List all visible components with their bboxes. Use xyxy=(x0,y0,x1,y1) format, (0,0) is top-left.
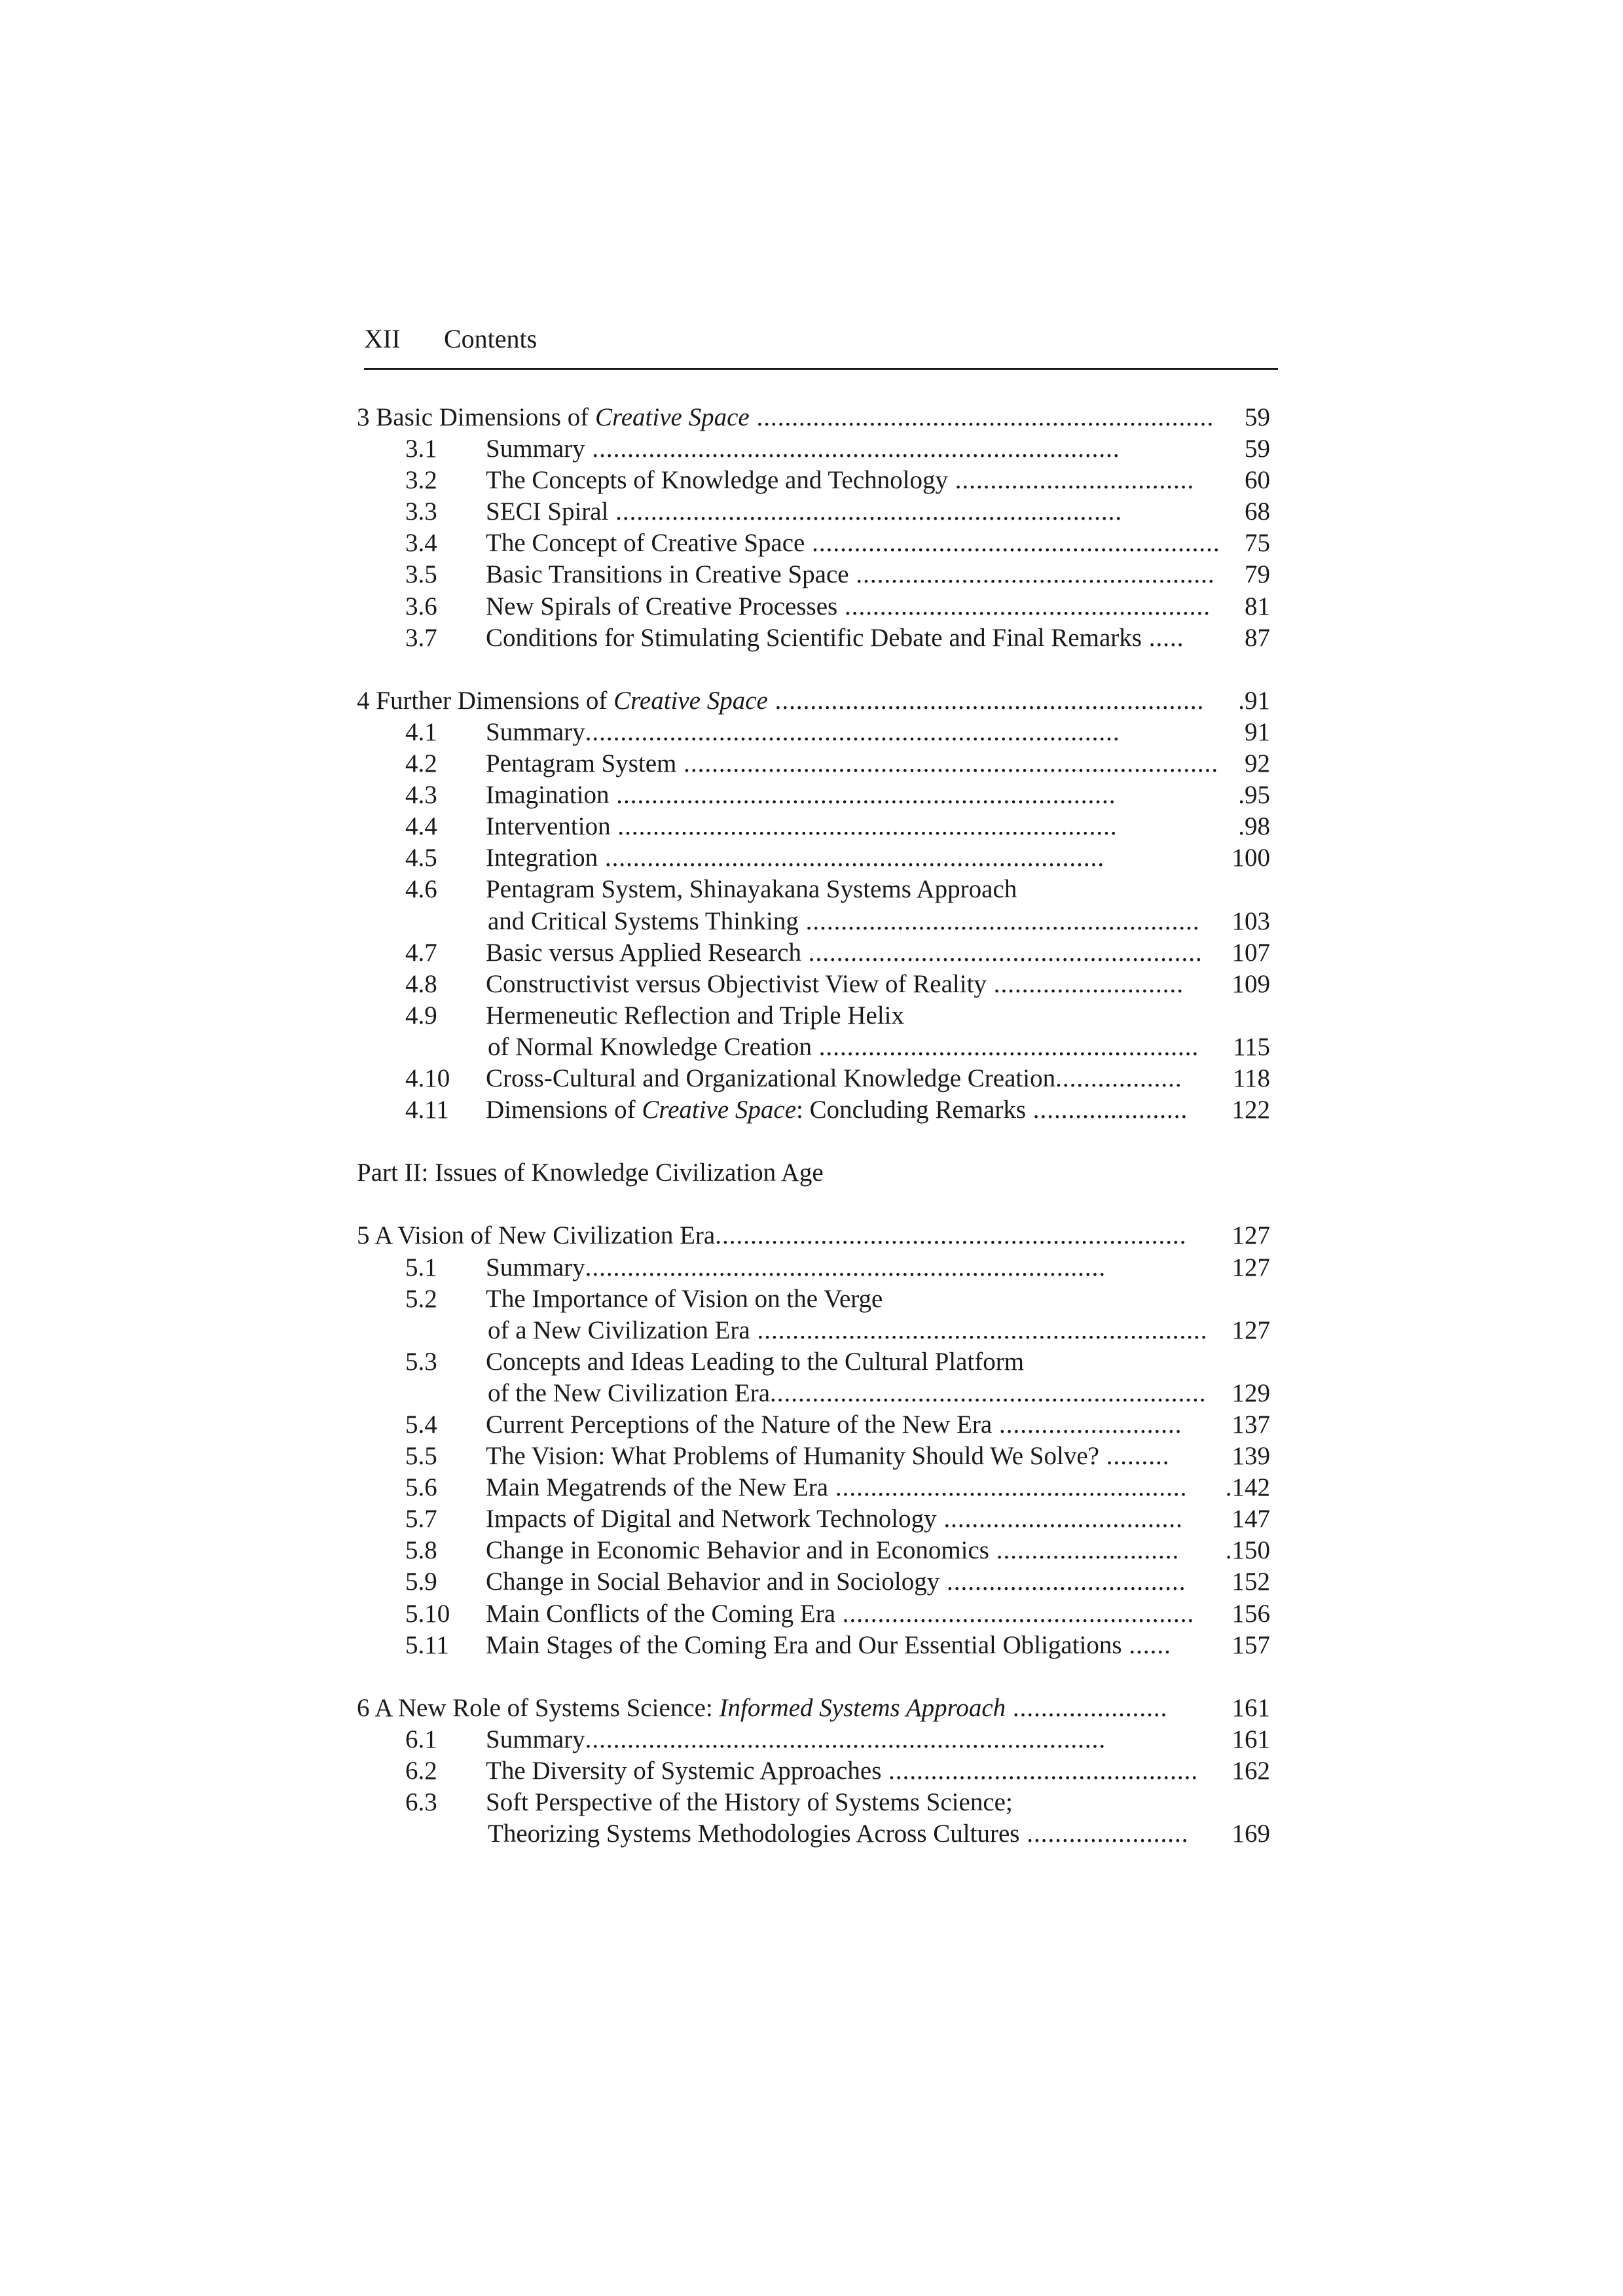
entry-title xyxy=(486,1755,1198,1787)
entry-title-text: Summary xyxy=(486,1253,585,1282)
toc-section-entry xyxy=(357,1409,1270,1441)
entry-title-text: Main Megatrends of the New Era xyxy=(486,1473,829,1502)
page-ref: 156 xyxy=(1231,1599,1270,1628)
dot-leader: .................................. xyxy=(939,1568,1186,1596)
entry-title-rest: : Concluding Remarks xyxy=(796,1096,1027,1124)
entry-title-text: of Normal Knowledge Creation xyxy=(488,1032,812,1061)
toc-chapter-entry xyxy=(357,1220,1270,1251)
entry-title xyxy=(486,1598,1194,1630)
section-number: 4.11 xyxy=(405,1096,449,1124)
toc-section-entry xyxy=(357,465,1270,496)
section-number: 3.4 xyxy=(405,529,437,558)
toc-entry-continuation xyxy=(357,1031,1270,1063)
entry-title xyxy=(486,1283,883,1315)
entry-title-text: The Concepts of Knowledge and Technology xyxy=(486,466,948,495)
dot-leader: ...................... xyxy=(1026,1096,1188,1124)
entry-title xyxy=(486,1252,1106,1283)
page-ref: 87 xyxy=(1245,623,1270,652)
entry-title xyxy=(486,1063,1182,1094)
page-ref: 59 xyxy=(1245,435,1270,463)
toc-spacer xyxy=(357,1661,1270,1693)
entry-title-text: Basic Transitions in Creative Space xyxy=(486,560,849,589)
toc-section-entry xyxy=(357,874,1270,905)
toc-section-entry xyxy=(357,622,1270,654)
page-ref: 122 xyxy=(1231,1096,1270,1124)
section-number: 5.5 xyxy=(405,1442,437,1471)
entry-title xyxy=(486,842,1104,874)
toc-section-entry xyxy=(357,717,1270,748)
entry-title-text: Change in Economic Behavior and in Economics xyxy=(486,1536,989,1565)
dot-leader: ................................................................... xyxy=(715,1221,1187,1250)
dot-leader: ............................................ xyxy=(881,1757,1199,1785)
dot-leader: ........................................................ xyxy=(798,906,1200,935)
entry-title-text: 6 A New Role of Systems Science: xyxy=(357,1693,720,1722)
section-number: 3.7 xyxy=(405,623,437,652)
toc-section-entry xyxy=(357,591,1270,622)
entry-title-text: The Vision: What Problems of Humanity Should We Solve? xyxy=(486,1442,1099,1471)
section-number: 6.3 xyxy=(405,1788,437,1817)
entry-title-text: Summary xyxy=(486,717,585,746)
section-number: 3.1 xyxy=(405,435,437,463)
dot-leader: ................................................................. xyxy=(749,403,1214,431)
entry-title-text: and Critical Systems Thinking xyxy=(488,906,799,935)
dot-leader: .................................................... xyxy=(837,592,1211,620)
entry-title xyxy=(486,1787,1013,1818)
section-number: 5.7 xyxy=(405,1505,437,1534)
entry-title-text: Main Stages of the Coming Era and Our Essential Obligations xyxy=(486,1630,1122,1659)
page-ref: 152 xyxy=(1231,1568,1270,1596)
page-ref: 92 xyxy=(1245,749,1270,778)
toc-section-entry xyxy=(357,1724,1270,1755)
entry-title-text: Pentagram System xyxy=(486,749,677,778)
dot-leader: ....................................................................... xyxy=(609,781,1116,810)
dot-leader: ............................................................................ xyxy=(585,717,1120,746)
toc-section-entry xyxy=(357,1535,1270,1566)
dot-leader: .......................... xyxy=(989,1536,1180,1565)
toc-section-entry xyxy=(357,433,1270,465)
dot-leader: .................................. xyxy=(947,466,1195,495)
toc-chapter-entry xyxy=(357,1693,1270,1724)
section-number: 3.5 xyxy=(405,560,437,589)
dot-leader: ...................................................... xyxy=(811,1032,1199,1061)
page-ref: 129 xyxy=(1231,1378,1270,1407)
section-number: 3.2 xyxy=(405,466,437,495)
toc-section-entry xyxy=(357,1063,1270,1094)
entry-title xyxy=(486,811,1118,842)
entry-title-text: Main Conflicts of the Coming Era xyxy=(486,1599,836,1628)
entry-title-text: Conditions for Stimulating Scientific Debate and Final Remarks xyxy=(486,623,1142,652)
dot-leader: ............................................................. xyxy=(767,686,1205,715)
entry-title-italic: Informed Systems Approach xyxy=(719,1693,1006,1722)
entry-title xyxy=(357,402,1214,433)
dot-leader: ....................... xyxy=(1019,1820,1189,1848)
page-ref: 147 xyxy=(1231,1505,1270,1534)
dot-leader: .................. xyxy=(1055,1064,1182,1092)
page-ref: 169 xyxy=(1231,1820,1270,1848)
entry-title-text: Soft Perspective of the History of Systems Science; xyxy=(486,1788,1013,1817)
dot-leader: .......................................................................... xyxy=(585,1725,1106,1753)
entry-title xyxy=(486,1346,1024,1378)
page-ref: 91 xyxy=(1245,717,1270,746)
dot-leader: .................................................. xyxy=(828,1473,1188,1502)
entry-title xyxy=(486,528,1220,559)
page-ref: 161 xyxy=(1231,1693,1270,1722)
toc-section-entry xyxy=(357,937,1270,969)
page-ref: 127 xyxy=(1231,1221,1270,1250)
page-ref: 60 xyxy=(1245,466,1270,495)
dot-leader: ................................................... xyxy=(848,560,1215,589)
entry-title-text: Cross-Cultural and Organizational Knowledge Creation xyxy=(486,1064,1056,1092)
page-ref: .142 xyxy=(1225,1473,1270,1502)
section-number: 4.5 xyxy=(405,844,437,872)
entry-title xyxy=(486,717,1120,748)
part-title: Part II: Issues of Knowledge Civilization Age xyxy=(357,1158,824,1187)
entry-title xyxy=(486,1472,1187,1503)
entry-title-text: of the New Civilization Era xyxy=(488,1378,771,1407)
entry-title-italic: Creative Space xyxy=(642,1096,797,1124)
entry-title-text: Current Perceptions of the Nature of the New Era xyxy=(486,1410,993,1439)
dot-leader: ......... xyxy=(1099,1442,1170,1471)
entry-title xyxy=(486,780,1116,811)
entry-title-text: Constructivist versus Objectivist View of Reality xyxy=(486,969,987,998)
section-number: 5.1 xyxy=(405,1253,437,1282)
toc-entry-continuation xyxy=(357,1378,1270,1409)
section-number: 4.3 xyxy=(405,781,437,810)
page-ref: 161 xyxy=(1231,1725,1270,1753)
entry-title xyxy=(488,906,1200,937)
page-ref: 75 xyxy=(1245,529,1270,558)
section-number: 4.6 xyxy=(405,875,437,904)
section-number: 5.2 xyxy=(405,1284,437,1313)
page-ref: 103 xyxy=(1231,906,1270,935)
section-number: 4.1 xyxy=(405,717,437,746)
toc-section-entry xyxy=(357,842,1270,874)
entry-title-text: 5 A Vision of New Civilization Era xyxy=(357,1221,716,1250)
toc-part-heading xyxy=(357,1157,1270,1189)
page-number: XII xyxy=(364,324,401,353)
toc-entry-continuation xyxy=(357,906,1270,937)
page-ref: 107 xyxy=(1231,938,1270,967)
section-number: 5.3 xyxy=(405,1347,437,1376)
page-ref: .150 xyxy=(1225,1536,1270,1565)
dot-leader: ..... xyxy=(1141,623,1184,652)
page-ref: 139 xyxy=(1231,1442,1270,1471)
section-number: 4.7 xyxy=(405,938,437,967)
toc-section-entry xyxy=(357,748,1270,780)
dot-leader: ........................................................................... xyxy=(585,435,1120,463)
dot-leader: .......................................................................... xyxy=(585,1253,1106,1282)
entry-title xyxy=(486,937,1203,969)
page-ref: 81 xyxy=(1245,592,1270,620)
entry-title-text: Summary xyxy=(486,1725,585,1753)
toc-section-entry xyxy=(357,1503,1270,1535)
dot-leader: .......................................................... xyxy=(805,529,1220,558)
entry-title xyxy=(486,1441,1169,1472)
entry-title xyxy=(486,1535,1179,1566)
page-ref: 118 xyxy=(1232,1064,1270,1092)
entry-title-text: Dimensions of xyxy=(486,1096,642,1124)
entry-title xyxy=(486,748,1218,780)
section-number: 4.9 xyxy=(405,1001,437,1030)
entry-title xyxy=(488,1031,1199,1063)
section-number: 5.8 xyxy=(405,1536,437,1565)
dot-leader: ............................................................................ xyxy=(676,749,1219,778)
entry-title xyxy=(357,685,1204,717)
toc-section-entry xyxy=(357,811,1270,842)
entry-title-text: Impacts of Digital and Network Technology xyxy=(486,1505,937,1534)
running-header xyxy=(364,322,1278,370)
dot-leader: ........................................................................ xyxy=(608,497,1123,526)
entry-title-text: Theorizing Systems Methodologies Across Cultures xyxy=(488,1820,1020,1848)
dot-leader: ...................... xyxy=(1006,1693,1168,1722)
entry-title-text: Intervention xyxy=(486,812,611,841)
toc-section-entry xyxy=(357,1000,1270,1031)
entry-title xyxy=(486,1409,1182,1441)
section-number: 5.6 xyxy=(405,1473,437,1502)
entry-title xyxy=(486,969,1184,1000)
entry-title-text: Concepts and Ideas Leading to the Cultural Platform xyxy=(486,1347,1025,1376)
section-number: 5.9 xyxy=(405,1568,437,1596)
entry-title-text: Change in Social Behavior and in Sociology xyxy=(486,1568,940,1596)
entry-title-text: The Importance of Vision on the Verge xyxy=(486,1284,883,1313)
toc-section-entry xyxy=(357,528,1270,559)
entry-title-text: Basic versus Applied Research xyxy=(486,938,801,967)
entry-title xyxy=(357,1693,1167,1724)
section-number: 6.1 xyxy=(405,1725,437,1753)
entry-title-text: 4 Further Dimensions of xyxy=(357,686,614,715)
section-number: 4.4 xyxy=(405,812,437,841)
toc-section-entry xyxy=(357,1630,1270,1661)
entry-title-text: The Diversity of Systemic Approaches xyxy=(486,1757,882,1785)
section-number: 3.3 xyxy=(405,497,437,526)
section-number: 4.8 xyxy=(405,969,437,998)
section-number: 5.10 xyxy=(405,1599,450,1628)
toc-section-entry xyxy=(357,969,1270,1000)
page-ref: 59 xyxy=(1245,403,1270,431)
page-ref: 100 xyxy=(1231,844,1270,872)
page-ref: 79 xyxy=(1245,560,1270,589)
page-ref: 162 xyxy=(1231,1757,1270,1785)
toc-section-entry xyxy=(357,1787,1270,1818)
entry-title xyxy=(488,1818,1188,1850)
entry-title-italic: Creative Space xyxy=(613,686,768,715)
table-of-contents xyxy=(357,402,1270,1850)
dot-leader: ........................... xyxy=(986,969,1184,998)
dot-leader: ........................................................ xyxy=(801,938,1203,967)
entry-title xyxy=(486,465,1194,496)
entry-title xyxy=(357,1220,1186,1251)
page-ref: 127 xyxy=(1231,1316,1270,1344)
dot-leader: ....................................................................... xyxy=(610,812,1118,841)
entry-title xyxy=(486,874,1017,905)
page-ref: 157 xyxy=(1231,1630,1270,1659)
page-ref: .98 xyxy=(1238,812,1270,841)
toc-section-entry xyxy=(357,780,1270,811)
entry-title xyxy=(486,1094,1188,1126)
entry-title-text: Hermeneutic Reflection and Triple Helix xyxy=(486,1001,905,1030)
entry-title xyxy=(486,1630,1171,1661)
dot-leader: .................................. xyxy=(936,1505,1183,1534)
dot-leader: ....................................................................... xyxy=(598,844,1105,872)
entry-title-text: Integration xyxy=(486,844,598,872)
entry-title xyxy=(486,433,1120,465)
page-ref: 127 xyxy=(1231,1253,1270,1282)
entry-title-text: The Concept of Creative Space xyxy=(486,529,805,558)
toc-section-entry xyxy=(357,1598,1270,1630)
entry-title-text: Pentagram System, Shinayakana Systems Approach xyxy=(486,875,1017,904)
entry-title-text: SECI Spiral xyxy=(486,497,609,526)
entry-title-text: New Spirals of Creative Processes xyxy=(486,592,838,620)
page-ref: .95 xyxy=(1238,781,1270,810)
entry-title xyxy=(486,591,1211,622)
toc-section-entry xyxy=(357,1283,1270,1315)
toc-section-entry xyxy=(357,1346,1270,1378)
page-ref: 68 xyxy=(1245,497,1270,526)
section-number: 3.6 xyxy=(405,592,437,620)
dot-leader: ................................................................ xyxy=(750,1316,1208,1344)
toc-section-entry xyxy=(357,1755,1270,1787)
toc-spacer xyxy=(357,1189,1270,1220)
toc-chapter-entry xyxy=(357,685,1270,717)
entry-title-italic: Creative Space xyxy=(594,403,750,431)
toc-entry-continuation xyxy=(357,1818,1270,1850)
entry-title xyxy=(488,1378,1207,1409)
entry-title xyxy=(486,1000,904,1031)
entry-title xyxy=(488,1315,1207,1346)
dot-leader: .................................................. xyxy=(835,1599,1195,1628)
toc-entry-continuation xyxy=(357,1315,1270,1346)
toc-section-entry xyxy=(357,1094,1270,1126)
entry-title xyxy=(486,559,1215,590)
entry-title xyxy=(486,1566,1186,1598)
page-ref: 115 xyxy=(1232,1032,1270,1061)
toc-section-entry xyxy=(357,1566,1270,1598)
section-number: 5.4 xyxy=(405,1410,437,1439)
section-number: 5.11 xyxy=(405,1630,449,1659)
entry-title-text: Summary xyxy=(486,435,585,463)
page-ref: 137 xyxy=(1231,1410,1270,1439)
toc-spacer xyxy=(357,654,1270,685)
toc-spacer xyxy=(357,1126,1270,1157)
section-number: 4.10 xyxy=(405,1064,450,1092)
section-number: 4.2 xyxy=(405,749,437,778)
entry-title-text: Imagination xyxy=(486,781,610,810)
entry-title xyxy=(486,1503,1183,1535)
toc-section-entry xyxy=(357,1252,1270,1283)
dot-leader: ...... xyxy=(1122,1630,1171,1659)
dot-leader: .......................... xyxy=(992,1410,1182,1439)
toc-chapter-entry xyxy=(357,402,1270,433)
toc-section-entry xyxy=(357,1472,1270,1503)
entry-title xyxy=(486,496,1122,528)
entry-title-text: of a New Civilization Era xyxy=(488,1316,750,1344)
toc-section-entry xyxy=(357,496,1270,528)
entry-title xyxy=(486,622,1184,654)
entry-title-text: 3 Basic Dimensions of xyxy=(357,403,595,431)
toc-section-entry xyxy=(357,1441,1270,1472)
dot-leader: .............................................................. xyxy=(770,1378,1207,1407)
page-ref: 109 xyxy=(1231,969,1270,998)
toc-section-entry xyxy=(357,559,1270,590)
page-ref: .91 xyxy=(1238,686,1270,715)
entry-title xyxy=(486,1724,1106,1755)
running-title: Contents xyxy=(444,324,538,353)
section-number: 6.2 xyxy=(405,1757,437,1785)
